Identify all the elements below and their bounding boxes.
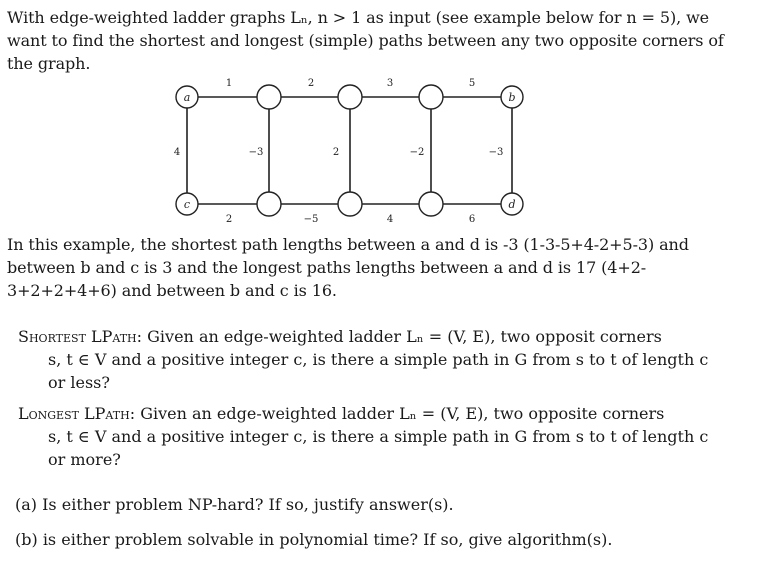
top-weight-2: 2 — [307, 78, 315, 89]
node-bottom-4 — [419, 192, 443, 216]
longest-lpath-problem — [18, 402, 746, 471]
longest-lpath-line2: s, t ∈ V and a positive integer c, is there a simple path in G from s to t of length c — [48, 427, 709, 446]
top-weight-1: 1 — [225, 78, 233, 89]
bottom-weight-4: 6 — [468, 214, 476, 225]
node-label-d: d — [508, 198, 516, 211]
rung-weight-5: −3 — [488, 147, 504, 158]
top-weight-4: 5 — [468, 78, 476, 89]
shortest-lpath-problem — [18, 325, 746, 394]
bottom-weight-1: 2 — [225, 214, 233, 225]
question-b: (b) is either problem solvable in polynomial time? If so, give algorithm(s). — [15, 530, 613, 549]
node-top-3 — [338, 85, 362, 109]
top-weight-3: 3 — [386, 78, 394, 89]
rung-weight-1: 4 — [173, 147, 181, 158]
intro-paragraph: With edge-weighted ladder graphs Lₙ, n > 1 as input (see example below for n = 5), we want to find the shortest and longest (simple) paths between any two opposite corners of the graph. — [7, 8, 724, 73]
rung-weight-3: 2 — [332, 147, 340, 158]
rung-weight-4: −2 — [409, 147, 425, 158]
example-paragraph: In this example, the shortest path lengths between a and d is -3 (1-3-5+4-2+5-3) and between b and c is 3 and the longest paths lengths between a and d is 17 (4+2-3+2+2+4+6) and between b and c is 16. — [7, 235, 689, 300]
shortest-lpath-line3: or less? — [48, 373, 110, 392]
shortest-lpath-line2: s, t ∈ V and a positive integer c, is there a simple path in G from s to t of length c — [48, 350, 709, 369]
node-top-4 — [419, 85, 443, 109]
rung-weight-2: −3 — [248, 147, 264, 158]
node-top-2 — [257, 85, 281, 109]
node-bottom-3 — [338, 192, 362, 216]
longest-lpath-name: Longest LPath: — [18, 404, 136, 423]
bottom-weight-2: −5 — [303, 214, 319, 225]
shortest-lpath-line1: Given an edge-weighted ladder Lₙ = (V, E), two opposit corners — [147, 327, 662, 346]
question-a: (a) Is either problem NP-hard? If so, justify answer(s). — [15, 495, 454, 514]
node-label-b: b — [508, 91, 516, 104]
node-bottom-2 — [257, 192, 281, 216]
longest-lpath-line1: Given an edge-weighted ladder Lₙ = (V, E), two opposite corners — [140, 404, 665, 423]
node-label-c: c — [183, 198, 191, 211]
node-label-a: a — [183, 91, 191, 104]
shortest-lpath-name: Shortest LPath: — [18, 327, 143, 346]
bottom-weight-3: 4 — [386, 214, 394, 225]
longest-lpath-line3: or more? — [48, 450, 121, 469]
